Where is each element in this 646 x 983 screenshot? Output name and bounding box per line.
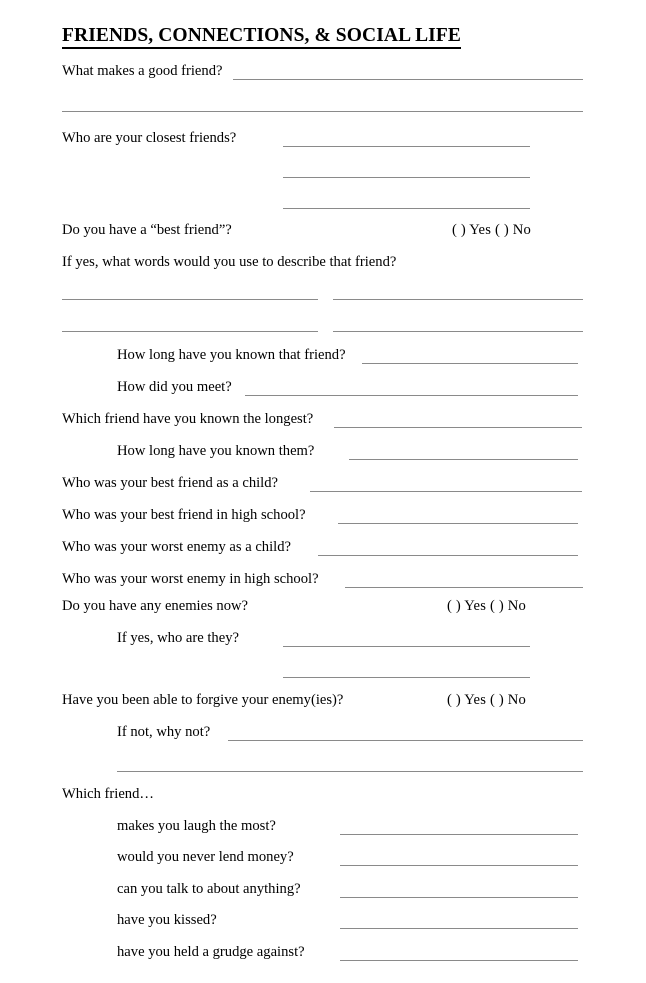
question-talk-about-anything: can you talk to about anything? xyxy=(117,881,301,897)
yes-no-option-enemies-now[interactable]: ( ) Yes ( ) No xyxy=(447,598,527,614)
question-worst-enemy-high-school: Who was your worst enemy in high school? xyxy=(62,571,319,587)
question-makes-you-laugh: makes you laugh the most? xyxy=(117,818,276,834)
question-worst-enemy-child: Who was your worst enemy as a child? xyxy=(62,539,291,555)
answer-line-q5[interactable] xyxy=(362,363,578,364)
answer-line-q4-2a[interactable] xyxy=(62,331,318,332)
question-what-makes-good-friend: What makes a good friend? xyxy=(62,63,223,79)
answer-line-q19[interactable] xyxy=(340,865,578,866)
answer-line-q21[interactable] xyxy=(340,928,578,929)
question-who-are-enemies: If yes, who are they? xyxy=(117,630,239,646)
answer-line-q22[interactable] xyxy=(340,960,578,961)
question-how-long-known-them: How long have you known them? xyxy=(117,443,315,459)
answer-line-q4-2b[interactable] xyxy=(333,331,583,332)
answer-line-q14-2[interactable] xyxy=(283,677,530,678)
answer-line-q16-2[interactable] xyxy=(117,771,583,772)
answer-line-q7[interactable] xyxy=(334,427,582,428)
answer-line-q11[interactable] xyxy=(318,555,578,556)
answer-line-q2-3[interactable] xyxy=(283,208,530,209)
page-title: FRIENDS, CONNECTIONS, & SOCIAL LIFE xyxy=(62,26,461,49)
answer-line-q4-1b[interactable] xyxy=(333,299,583,300)
answer-line-q16-1[interactable] xyxy=(228,740,583,741)
answer-line-q6[interactable] xyxy=(245,395,578,396)
answer-line-q1-1[interactable] xyxy=(233,79,583,80)
answer-line-q18[interactable] xyxy=(340,834,578,835)
question-best-friend: Do you have a “best friend”? xyxy=(62,222,232,238)
answer-line-q4-1a[interactable] xyxy=(62,299,318,300)
question-have-you-kissed: have you kissed? xyxy=(117,912,217,928)
question-how-did-you-meet: How did you meet? xyxy=(117,379,232,395)
answer-line-q2-2[interactable] xyxy=(283,177,530,178)
answer-line-q20[interactable] xyxy=(340,897,578,898)
question-how-long-known-friend: How long have you known that friend? xyxy=(117,347,346,363)
answer-line-q8[interactable] xyxy=(349,459,578,460)
question-best-friend-high-school: Who was your best friend in high school? xyxy=(62,507,306,523)
question-closest-friends: Who are your closest friends? xyxy=(62,130,237,146)
question-best-friend-child: Who was your best friend as a child? xyxy=(62,475,278,491)
answer-line-q9[interactable] xyxy=(310,491,582,492)
question-held-a-grudge: have you held a grudge against? xyxy=(117,944,305,960)
section-heading-which-friend: Which friend… xyxy=(62,786,154,802)
answer-line-q2-1[interactable] xyxy=(283,146,530,147)
yes-no-option-forgive-enemies[interactable]: ( ) Yes ( ) No xyxy=(447,692,527,708)
answer-line-q1-2[interactable] xyxy=(62,111,583,112)
answer-line-q12[interactable] xyxy=(345,587,583,588)
question-describe-friend: If yes, what words would you use to describe that friend? xyxy=(62,254,397,270)
question-never-lend-money: would you never lend money? xyxy=(117,849,294,865)
question-forgive-enemies: Have you been able to forgive your enemy(ies)? xyxy=(62,692,344,708)
answer-line-q14-1[interactable] xyxy=(283,646,530,647)
question-enemies-now: Do you have any enemies now? xyxy=(62,598,249,614)
question-known-longest: Which friend have you known the longest? xyxy=(62,411,314,427)
yes-no-option-best-friend[interactable]: ( ) Yes ( ) No xyxy=(452,222,532,238)
answer-line-q10[interactable] xyxy=(338,523,578,524)
question-why-not-forgive: If not, why not? xyxy=(117,724,211,740)
